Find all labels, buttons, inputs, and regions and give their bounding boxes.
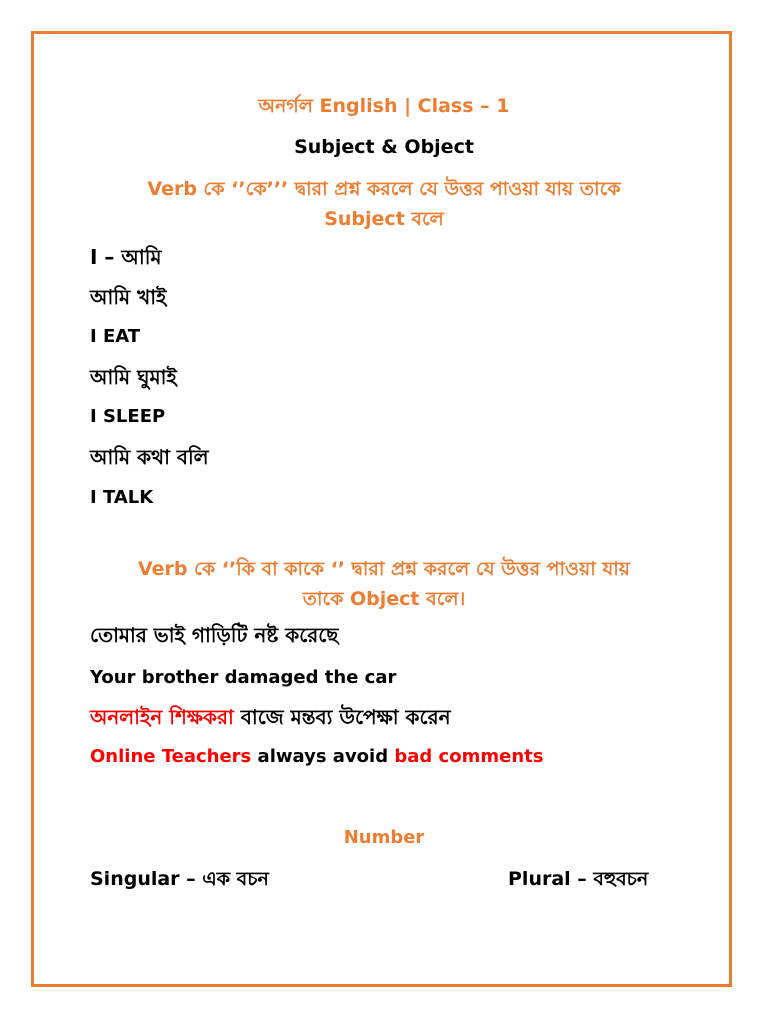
highlighted-example-english	[90, 746, 690, 768]
example-line: I EAT	[90, 326, 141, 347]
object-definition-line2: তাকে Object বলে।	[302, 588, 466, 610]
example-line: আমি ঘুমাই	[90, 365, 177, 389]
subject-definition-line2: Subject বলে	[324, 208, 444, 230]
highlighted-example-bengali	[90, 705, 690, 729]
highlighted-subject: অনলাইন শিক্ষকরা	[90, 705, 234, 729]
number-heading: Number	[343, 827, 425, 848]
example-remainder: বাজে মন্তব্য উপেক্ষা করেন	[233, 705, 451, 729]
page-title: অনর্গল English | Class – 1	[258, 95, 510, 117]
object-example-english: Your brother damaged the car	[90, 667, 397, 688]
example-line: আমি কথা বলি	[90, 445, 209, 469]
subject-definition	[0, 174, 768, 234]
example-line: I – আমি	[90, 245, 162, 269]
highlighted-subject: Online Teachers	[90, 746, 252, 767]
object-example-bengali: তোমার ভাই গাড়িটি নষ্ট করেছে	[90, 623, 339, 647]
singular-term: Singular – এক বচন	[90, 868, 269, 890]
highlighted-object: bad comments	[394, 746, 544, 767]
example-line: আমি খাই	[90, 285, 167, 309]
plural-term: Plural – বহুবচন	[508, 868, 649, 890]
example-line: I SLEEP	[90, 406, 166, 427]
object-definition	[0, 554, 768, 614]
lesson-subtitle: Subject & Object	[294, 136, 474, 158]
subject-definition-line1: Verb কে ‘’কে’’’ দ্বারা প্রশ্ন করলে যে উত্তর পাওয়া যায় তাকে	[147, 178, 621, 200]
object-definition-line1: Verb কে ‘’কি বা কাকে ‘’ দ্বারা প্রশ্ন করলে যে উত্তর পাওয়া যায়	[138, 558, 630, 580]
example-line: I TALK	[90, 487, 154, 508]
example-verb: always avoid	[251, 746, 395, 767]
